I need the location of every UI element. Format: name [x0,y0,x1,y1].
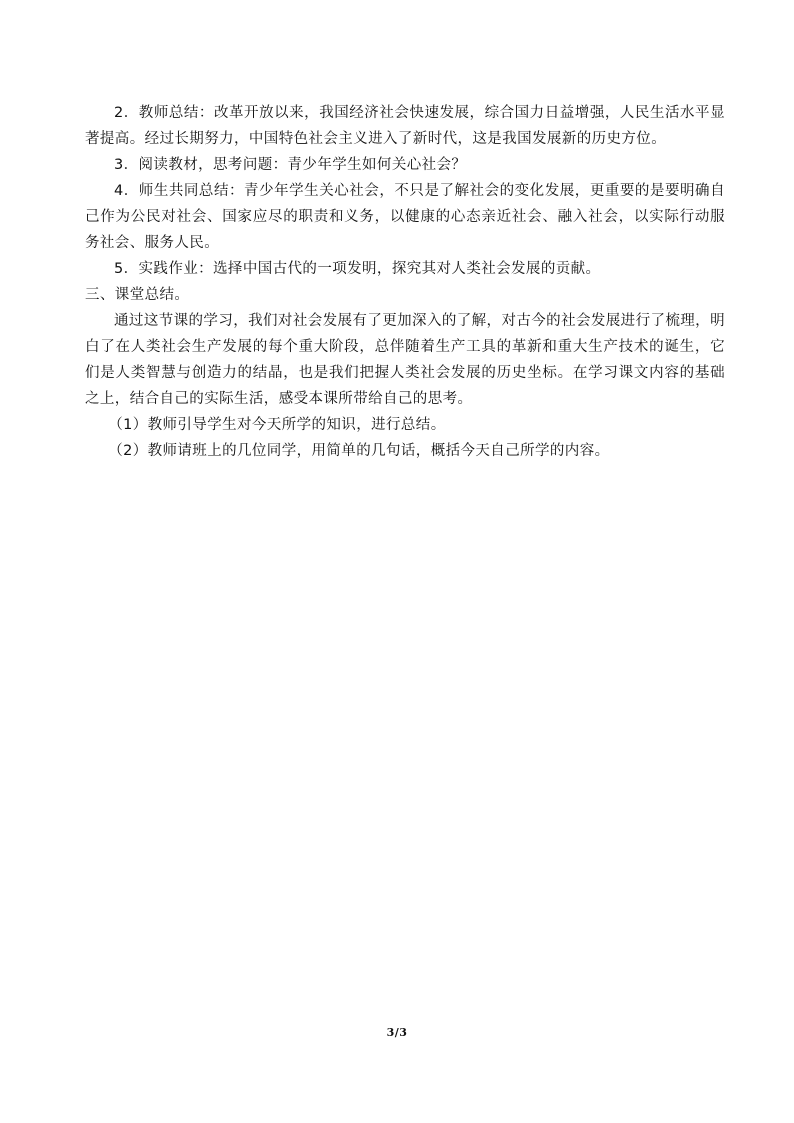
document-body [85,100,725,464]
section-heading-class-summary: 三、课堂总结。 [85,287,190,303]
paragraph-class-summary-body: 通过这节课的学习，我们对社会发展有了更加深入的了解，对古今的社会发展进行了梳理，明白了在人类社会生产发展的每个重大阶段，总伴随着生产工具的革新和重大生产技术的诞生，它们是人类智慧与创造力的结晶，也是我们把握人类社会发展的历史坐标。在学习课文内容的基础之上，结合自己的实际生活，感受本课所带给自己的思考。 [85,313,725,407]
paragraph-practice-homework: 5．实践作业：选择中国古代的一项发明，探究其对人类社会发展的贡献。 [114,261,601,277]
list-item-summary-2: （2）教师请班上的几位同学，用简单的几句话，概括今天自己所学的内容。 [108,443,610,459]
page-number: 3/3 [386,1026,408,1039]
paragraph-teacher-summary: 2．教师总结：改革开放以来，我国经济社会快速发展，综合国力日益增强，人民生活水平显著提高。经过长期努力，中国特色社会主义进入了新时代，这是我国发展新的历史方位。 [85,105,725,147]
paragraph-reading-question: 3．阅读教材，思考问题：青少年学生如何关心社会？ [114,157,467,173]
list-item-summary-1: （1）教师引导学生对今天所学的知识，进行总结。 [108,417,446,433]
paragraph-joint-summary: 4．师生共同总结：青少年学生关心社会，不只是了解社会的变化发展，更重要的是要明确自己作为公民对社会、国家应尽的职责和义务，以健康的心态亲近社会、融入社会，以实际行动服务社会、服务人民。 [85,183,725,251]
